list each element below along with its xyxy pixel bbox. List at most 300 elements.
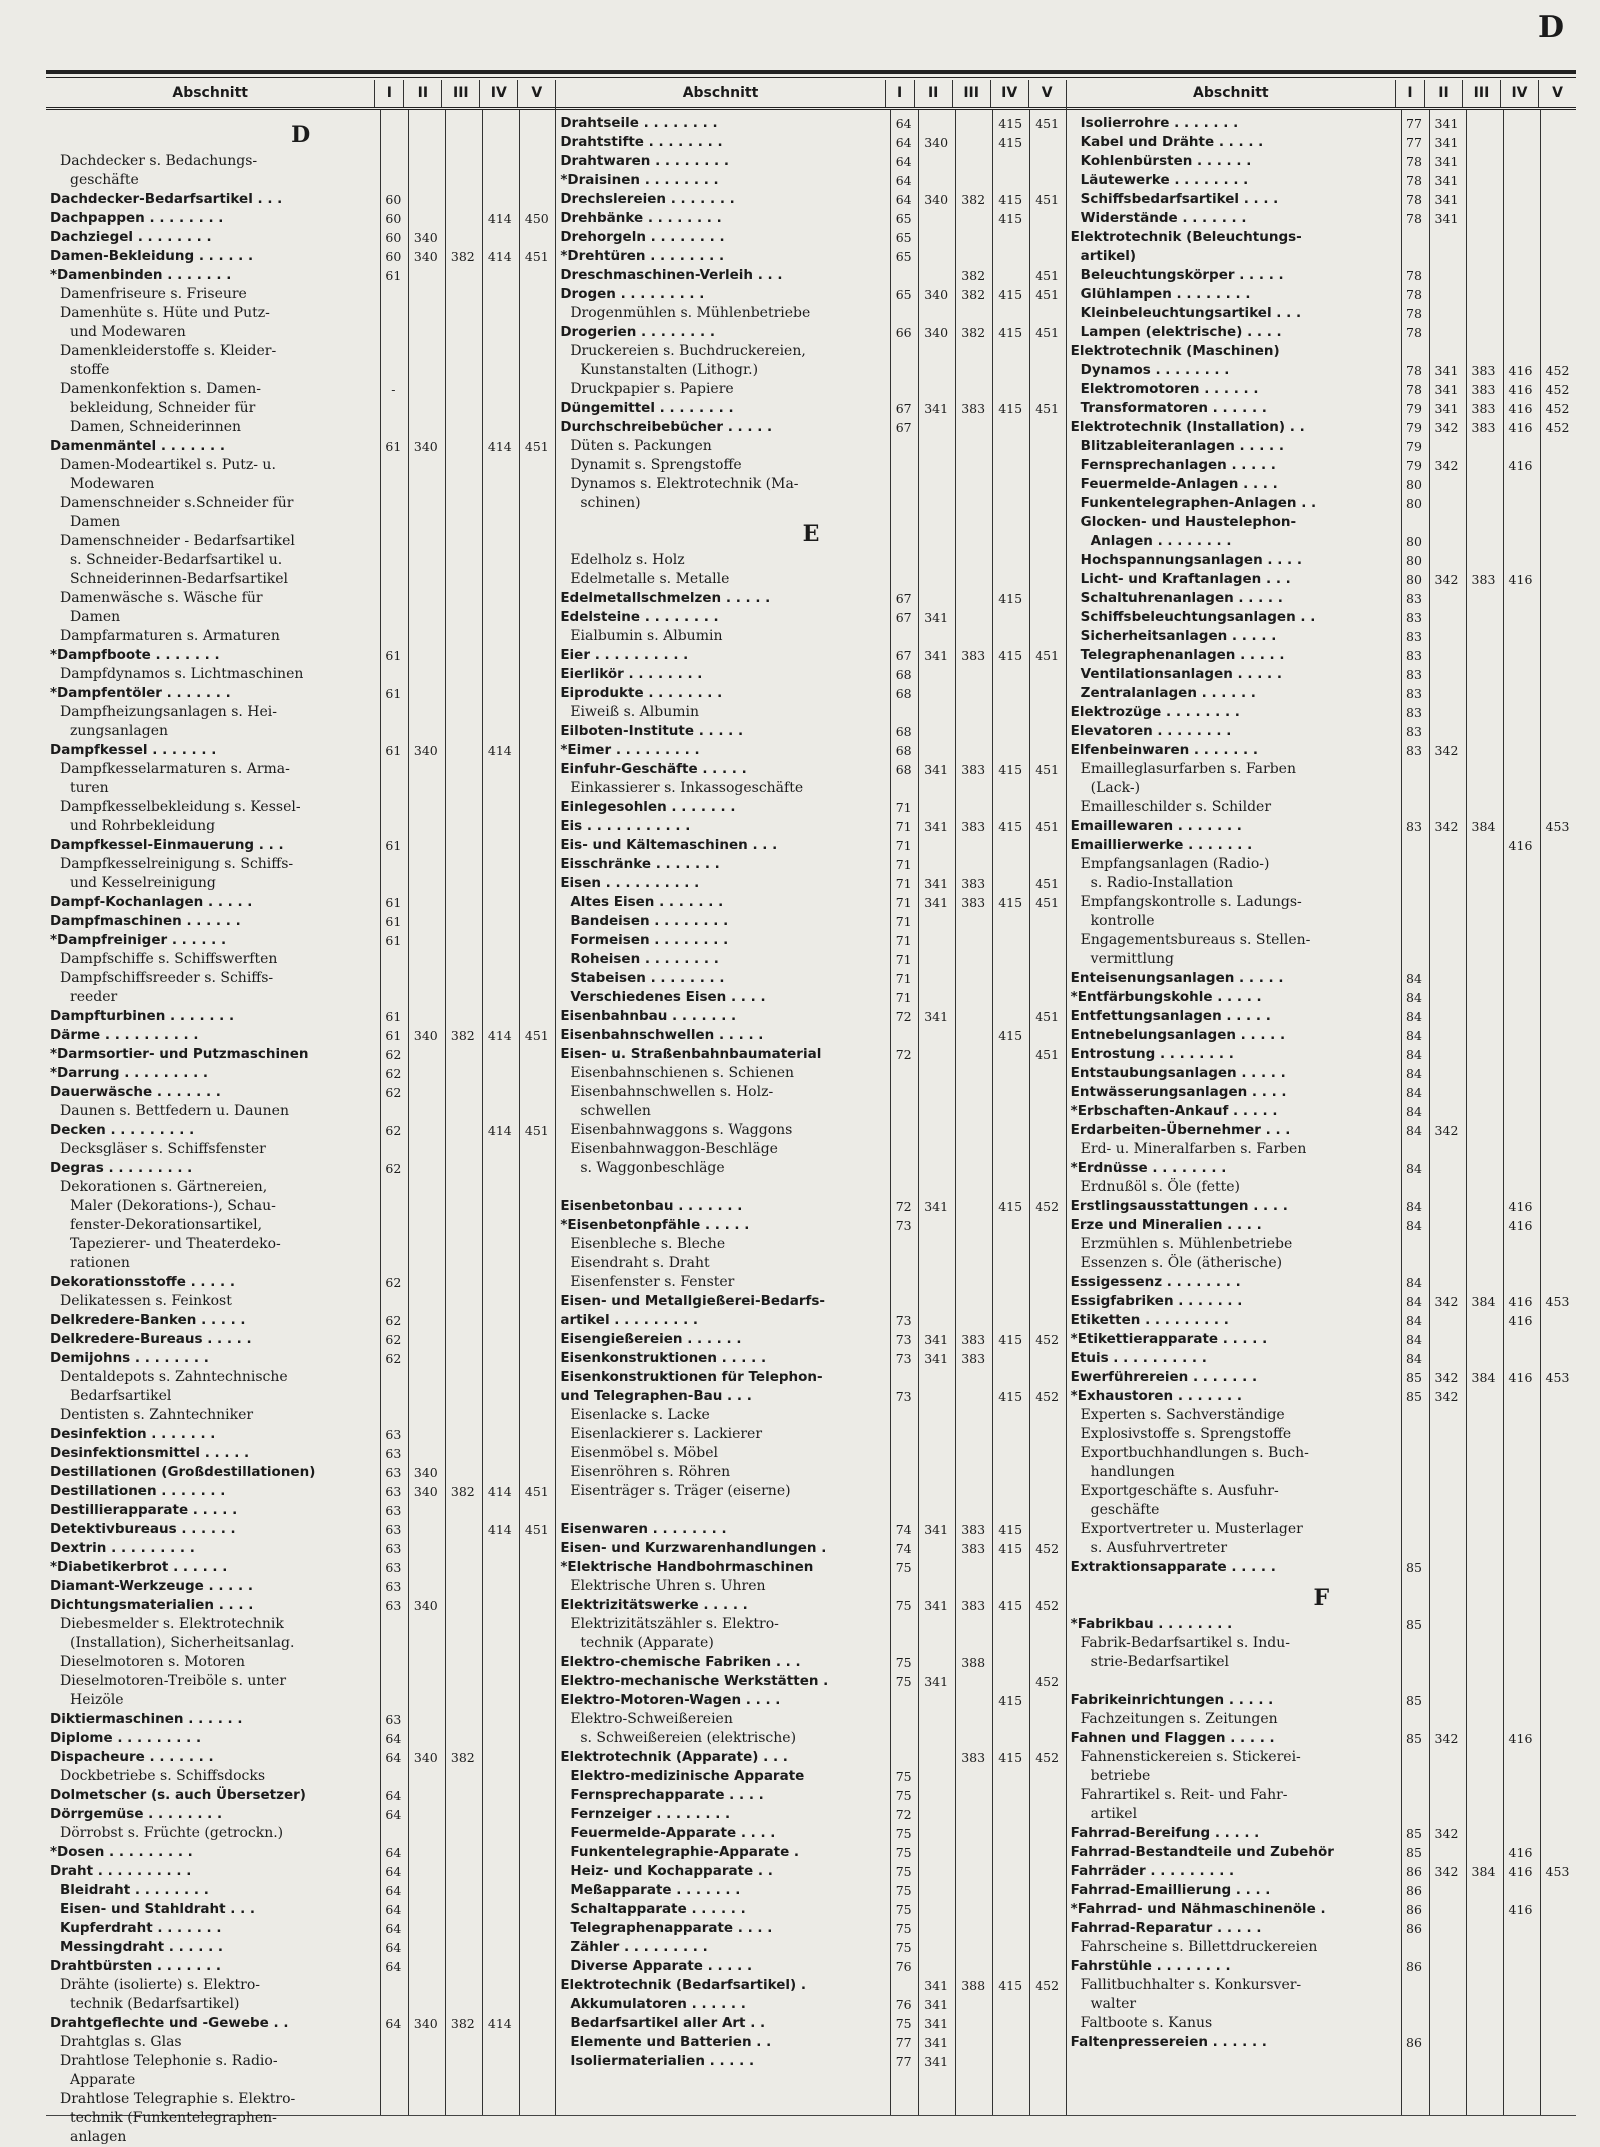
index-column-3 bbox=[1066, 80, 1576, 2115]
index-entry bbox=[1067, 608, 1576, 627]
section-ref-V: 451 bbox=[1035, 287, 1060, 302]
section-ref-II: 341 bbox=[924, 1009, 949, 1024]
index-entry bbox=[556, 1102, 1065, 1121]
entry-label: Dampfarmaturen s. Armaturen bbox=[60, 628, 280, 644]
index-entry bbox=[1067, 1406, 1576, 1425]
section-ref-IV: 416 bbox=[1508, 363, 1533, 378]
entry-label: Edelmetallschmelzen . . . . . bbox=[560, 590, 771, 606]
entry-label: Eisengießereien . . . . . . bbox=[560, 1331, 742, 1347]
index-entry bbox=[1067, 1729, 1576, 1748]
entry-label: Drahtseile . . . . . . . . bbox=[560, 115, 718, 131]
entry-label: Dieselmotoren-Treiböle s. unter bbox=[60, 1673, 287, 1689]
section-ref-II: 340 bbox=[924, 135, 949, 150]
entry-label: Emaillierwerke . . . . . . . bbox=[1070, 837, 1253, 853]
entry-label: Drahtglas s. Glas bbox=[60, 2034, 182, 2050]
entry-label: *Erbschaften-Ankauf . . . . . bbox=[1070, 1103, 1278, 1119]
section-ref-II: 341 bbox=[924, 2035, 949, 2050]
entry-label: Exportgeschäfte s. Ausfuhr- bbox=[1080, 1483, 1279, 1499]
section-ref-I: 86 bbox=[1406, 2035, 1422, 2050]
index-entry bbox=[46, 798, 555, 817]
entry-label: *Damenbinden . . . . . . . bbox=[50, 267, 232, 283]
index-entry bbox=[46, 171, 555, 190]
entry-label: zungsanlagen bbox=[70, 723, 169, 739]
index-entry bbox=[1067, 2033, 1576, 2052]
entry-label: Heizöle bbox=[70, 1692, 124, 1708]
entry-label: *Dampfboote . . . . . . . bbox=[50, 647, 220, 663]
top-rule bbox=[46, 70, 1576, 74]
entry-label: Eisen . . . . . . . . . . bbox=[560, 875, 700, 891]
entry-label: Dampfkesselbekleidung s. Kessel- bbox=[60, 799, 301, 815]
index-entry bbox=[1067, 361, 1576, 380]
index-entry bbox=[556, 1672, 1065, 1691]
entry-label: Eiweiß s. Albumin bbox=[570, 704, 699, 720]
section-ref-I: 71 bbox=[895, 838, 912, 853]
entry-label: Diverse Apparate . . . . . bbox=[570, 1958, 753, 1974]
entry-label: Drahtwaren . . . . . . . . bbox=[560, 153, 729, 169]
entry-label: technik (Bedarfsartikel) bbox=[70, 1996, 240, 2012]
entry-label: Druckpapier s. Papiere bbox=[570, 381, 734, 397]
entry-label: Dentaldepots s. Zahntechnische bbox=[60, 1369, 288, 1385]
section-ref-I: 85 bbox=[1406, 1560, 1422, 1575]
section-ref-IV: 415 bbox=[998, 325, 1023, 340]
index-entry bbox=[556, 1064, 1065, 1083]
index-entry bbox=[556, 1995, 1065, 2014]
section-ref-III: 382 bbox=[450, 249, 475, 264]
section-ref-I: 78 bbox=[1406, 268, 1422, 283]
index-entry bbox=[46, 1425, 555, 1444]
entry-label: Stabeisen . . . . . . . . bbox=[570, 970, 725, 986]
entry-label: Dynamos s. Elektrotechnik (Ma- bbox=[570, 476, 799, 492]
header-col-V: V bbox=[517, 80, 555, 107]
section-ref-III: 384 bbox=[1471, 1370, 1496, 1385]
entry-label: Eisenröhren s. Röhren bbox=[570, 1464, 731, 1480]
index-entry bbox=[556, 1292, 1065, 1311]
index-entry bbox=[1067, 209, 1576, 228]
index-entry bbox=[46, 1178, 555, 1197]
entry-label: *Diabetikerbrot . . . . . . bbox=[50, 1559, 228, 1575]
section-ref-I: 61 bbox=[385, 895, 402, 910]
header-col-I: I bbox=[1395, 80, 1424, 107]
index-entry bbox=[46, 1900, 555, 1919]
section-ref-V: 451 bbox=[1035, 192, 1060, 207]
entry-label: Eisenmöbel s. Möbel bbox=[570, 1445, 718, 1461]
section-ref-III: 382 bbox=[450, 1028, 475, 1043]
section-ref-III: 382 bbox=[450, 2016, 475, 2031]
section-ref-IV: 415 bbox=[998, 895, 1023, 910]
index-entry bbox=[1067, 247, 1576, 266]
index-entry bbox=[556, 1596, 1065, 1615]
section-ref-I: 67 bbox=[895, 591, 912, 606]
index-entry bbox=[1067, 1634, 1576, 1653]
section-ref-I: 67 bbox=[895, 648, 912, 663]
section-ref-II: 341 bbox=[924, 1199, 949, 1214]
index-entry bbox=[46, 646, 555, 665]
entry-label: Dynamit s. Sprengstoffe bbox=[570, 457, 742, 473]
entry-label: Transformatoren . . . . . . bbox=[1080, 400, 1267, 416]
section-ref-III: 383 bbox=[1471, 363, 1496, 378]
index-entry bbox=[1067, 285, 1576, 304]
entry-label: Eisendraht s. Draht bbox=[570, 1255, 710, 1271]
index-entry bbox=[1067, 1292, 1576, 1311]
index-entry bbox=[556, 1976, 1065, 1995]
entry-label: Elektro-mechanische Werkstätten . bbox=[560, 1673, 829, 1689]
index-entry bbox=[1067, 1881, 1576, 1900]
index-entry bbox=[1067, 1558, 1576, 1577]
section-ref-III: 383 bbox=[1471, 572, 1496, 587]
index-entry bbox=[556, 627, 1065, 646]
index-entry bbox=[556, 1900, 1065, 1919]
section-ref-I: 71 bbox=[895, 876, 912, 891]
index-entry bbox=[46, 855, 555, 874]
section-ref-I: 79 bbox=[1406, 439, 1422, 454]
section-ref-IV: 416 bbox=[1508, 1313, 1533, 1328]
entry-label: Kupferdraht . . . . . . . bbox=[60, 1920, 222, 1936]
section-ref-III: 383 bbox=[961, 819, 986, 834]
section-ref-I: 85 bbox=[1406, 1845, 1422, 1860]
section-ref-V: 452 bbox=[1545, 401, 1570, 416]
index-entry bbox=[46, 475, 555, 494]
index-entry bbox=[556, 684, 1065, 703]
index-entry bbox=[556, 1881, 1065, 1900]
section-ref-V: 451 bbox=[1035, 325, 1060, 340]
entry-label: Desinfektionsmittel . . . . . bbox=[50, 1445, 250, 1461]
entry-label: Fahrrad-Bereifung . . . . . bbox=[1070, 1825, 1260, 1841]
section-ref-IV: 415 bbox=[998, 648, 1023, 663]
entry-label: und Rohrbekleidung bbox=[70, 818, 216, 834]
entry-label: Drähte (isolierte) s. Elektro- bbox=[60, 1977, 260, 1993]
section-ref-I: 84 bbox=[1406, 990, 1422, 1005]
section-ref-IV: 415 bbox=[998, 192, 1023, 207]
section-ref-III: 382 bbox=[450, 1484, 475, 1499]
index-column-1 bbox=[46, 80, 555, 2145]
index-entry bbox=[46, 1520, 555, 1539]
index-entry bbox=[46, 437, 555, 456]
entry-label: Eisschränke . . . . . . . bbox=[560, 856, 720, 872]
section-ref-II: 340 bbox=[413, 1465, 438, 1480]
index-entry bbox=[46, 1311, 555, 1330]
header-col-III: III bbox=[1462, 80, 1500, 107]
entry-label: Erzmühlen s. Mühlenbetriebe bbox=[1080, 1236, 1293, 1252]
index-entry bbox=[46, 190, 555, 209]
index-entry bbox=[1067, 1786, 1576, 1805]
index-entry bbox=[1067, 969, 1576, 988]
section-ref-II: 340 bbox=[413, 1028, 438, 1043]
entry-label: Isolierrohre . . . . . . . bbox=[1080, 115, 1239, 131]
index-entry bbox=[556, 1748, 1065, 1767]
section-ref-I: 73 bbox=[895, 1313, 912, 1328]
section-ref-I: 79 bbox=[1406, 401, 1422, 416]
entry-label: Dieselmotoren s. Motoren bbox=[60, 1654, 246, 1670]
index-entry bbox=[46, 361, 555, 380]
entry-label: Entstaubungsanlagen . . . . . bbox=[1070, 1065, 1286, 1081]
entry-label: Etiketten . . . . . . . . . bbox=[1070, 1312, 1229, 1328]
index-entry bbox=[556, 817, 1065, 836]
section-ref-I: 78 bbox=[1406, 173, 1422, 188]
section-ref-V: 451 bbox=[524, 249, 549, 264]
section-ref-I: 63 bbox=[385, 1427, 402, 1442]
section-ref-V: 453 bbox=[1545, 1864, 1570, 1879]
section-ref-I: 78 bbox=[1406, 306, 1422, 321]
section-ref-I: 71 bbox=[895, 933, 912, 948]
section-ref-II: 341 bbox=[924, 895, 949, 910]
index-entry bbox=[1067, 703, 1576, 722]
section-ref-I: 73 bbox=[895, 1389, 912, 1404]
entry-label: Kabel und Drähte . . . . . bbox=[1080, 134, 1264, 150]
entry-label: Elektro-Schweißereien bbox=[570, 1711, 733, 1727]
entry-label: *Fabrikbau . . . . . . . . bbox=[1070, 1616, 1233, 1632]
entry-label: Elektrotechnik (Beleuchtungs- bbox=[1070, 229, 1302, 245]
section-ref-II: 340 bbox=[413, 1598, 438, 1613]
entry-label: Akkumulatoren . . . . . . bbox=[570, 1996, 746, 2012]
section-ref-I: 64 bbox=[385, 1959, 402, 1974]
entry-label: *Eimer . . . . . . . . . bbox=[560, 742, 700, 758]
index-entry bbox=[556, 1254, 1065, 1273]
entry-label: s. Schneider-Bedarfsartikel u. bbox=[70, 552, 283, 568]
index-entry bbox=[46, 266, 555, 285]
section-ref-II: 341 bbox=[924, 401, 949, 416]
entry-label: Faltenpressereien . . . . . . bbox=[1070, 2034, 1267, 2050]
section-ref-I: 64 bbox=[895, 154, 912, 169]
entry-label: Elektrizitätszähler s. Elektro- bbox=[570, 1616, 779, 1632]
index-entry bbox=[46, 342, 555, 361]
section-ref-II: 340 bbox=[413, 1484, 438, 1499]
index-entry bbox=[1067, 1026, 1576, 1045]
entry-label: Anlagen . . . . . . . . bbox=[1090, 533, 1232, 549]
index-entry bbox=[1067, 1121, 1576, 1140]
section-ref-I: 77 bbox=[895, 2035, 912, 2050]
entry-label: Delkredere-Banken . . . . . bbox=[50, 1312, 246, 1328]
index-entry bbox=[556, 1577, 1065, 1596]
entry-label: s. Schweißereien (elektrische) bbox=[580, 1730, 797, 1746]
index-entry bbox=[556, 1786, 1065, 1805]
section-ref-I: 84 bbox=[1406, 1351, 1422, 1366]
entry-label: Eisenfenster s. Fenster bbox=[570, 1274, 735, 1290]
section-ref-I: 62 bbox=[385, 1047, 402, 1062]
entry-label: bekleidung, Schneider für bbox=[70, 400, 256, 416]
entry-label: Schneiderinnen-Bedarfsartikel bbox=[70, 571, 289, 587]
entry-label: Drahtstifte . . . . . . . . bbox=[560, 134, 723, 150]
section-ref-I: 68 bbox=[895, 667, 912, 682]
entry-label: Fahnenstickereien s. Stickerei- bbox=[1080, 1749, 1301, 1765]
entry-label: E bbox=[802, 521, 820, 547]
index-entry bbox=[46, 1843, 555, 1862]
header-abschnitt: Abschnitt bbox=[682, 85, 759, 101]
section-ref-IV: 415 bbox=[998, 1978, 1023, 1993]
section-ref-I: 86 bbox=[1406, 1864, 1422, 1879]
index-entry bbox=[46, 1387, 555, 1406]
entry-label: Eisenbahnschwellen s. Holz- bbox=[570, 1084, 774, 1100]
section-ref-I: 75 bbox=[895, 1655, 912, 1670]
index-entry bbox=[556, 1539, 1065, 1558]
index-entry bbox=[1067, 1900, 1576, 1919]
entry-label: walter bbox=[1090, 1996, 1137, 2012]
section-ref-V: 452 bbox=[1035, 1541, 1060, 1556]
entry-label: artikel) bbox=[1080, 248, 1137, 264]
header-col-V: V bbox=[1538, 80, 1576, 107]
index-entry bbox=[1067, 532, 1576, 551]
index-entry bbox=[556, 437, 1065, 456]
section-ref-I: 61 bbox=[385, 1009, 402, 1024]
entry-label: Destillationen (Großdestillationen) bbox=[50, 1464, 316, 1480]
section-ref-I: 61 bbox=[385, 268, 402, 283]
entry-label: Drechslereien . . . . . . . bbox=[560, 191, 735, 207]
section-ref-I: 66 bbox=[895, 325, 912, 340]
section-ref-I: 78 bbox=[1406, 363, 1422, 378]
index-entry bbox=[556, 1729, 1065, 1748]
index-entry bbox=[1067, 475, 1576, 494]
index-entry bbox=[1067, 190, 1576, 209]
header-col-IV: IV bbox=[990, 80, 1028, 107]
index-entry bbox=[1067, 133, 1576, 152]
section-ref-V: 452 bbox=[1035, 1598, 1060, 1613]
section-ref-V: 451 bbox=[524, 1484, 549, 1499]
entry-label: und Kesselreinigung bbox=[70, 875, 216, 891]
section-ref-I: 83 bbox=[1406, 667, 1422, 682]
index-entry bbox=[46, 532, 555, 551]
index-entry bbox=[46, 1235, 555, 1254]
index-entry bbox=[556, 1615, 1065, 1634]
section-ref-III: 384 bbox=[1471, 1294, 1496, 1309]
index-entry bbox=[556, 1425, 1065, 1444]
section-ref-I: 67 bbox=[895, 401, 912, 416]
section-ref-I: 61 bbox=[385, 933, 402, 948]
section-ref-I: 71 bbox=[895, 857, 912, 872]
entry-label: Kleinbeleuchtungsartikel . . . bbox=[1080, 305, 1302, 321]
section-ref-V: 452 bbox=[1035, 1332, 1060, 1347]
index-entry bbox=[556, 1140, 1065, 1159]
entry-label: Messingdraht . . . . . . bbox=[60, 1939, 224, 1955]
index-entry bbox=[1067, 1254, 1576, 1273]
index-entry bbox=[46, 1672, 555, 1691]
section-ref-IV: 416 bbox=[1508, 401, 1533, 416]
index-entry bbox=[556, 1957, 1065, 1976]
index-entry bbox=[46, 988, 555, 1007]
index-entry bbox=[46, 2014, 555, 2033]
entry-label: *Drehtüren . . . . . . . . bbox=[560, 248, 725, 264]
index-entry bbox=[46, 304, 555, 323]
section-ref-I: 84 bbox=[1406, 1332, 1422, 1347]
entry-label: Enteisenungsanlagen . . . . . bbox=[1070, 970, 1284, 986]
entry-label: Exportbuchhandlungen s. Buch- bbox=[1080, 1445, 1309, 1461]
index-entry bbox=[556, 361, 1065, 380]
index-entry bbox=[556, 874, 1065, 893]
entry-label: Zähler . . . . . . . . . bbox=[570, 1939, 708, 1955]
section-ref-II: 341 bbox=[1434, 363, 1459, 378]
index-entry bbox=[46, 1862, 555, 1881]
entry-label: Engagementsbureaus s. Stellen- bbox=[1080, 932, 1311, 948]
index-entry bbox=[1067, 494, 1576, 513]
index-entry bbox=[556, 2033, 1065, 2052]
section-ref-IV: 416 bbox=[1508, 1370, 1533, 1385]
entry-label: Eisenbahnschienen s. Schienen bbox=[570, 1065, 795, 1081]
entry-label: Elektrizitätswerke . . . . . bbox=[560, 1597, 748, 1613]
entry-label: Dolmetscher (s. auch Übersetzer) bbox=[50, 1787, 306, 1803]
entry-label: Schiffsbedarfsartikel . . . . bbox=[1080, 191, 1279, 207]
section-ref-II: 340 bbox=[924, 325, 949, 340]
section-ref-III: 382 bbox=[450, 1750, 475, 1765]
index-entry bbox=[46, 1596, 555, 1615]
section-ref-I: 61 bbox=[385, 686, 402, 701]
entry-label: Sicherheitsanlagen . . . . . bbox=[1080, 628, 1277, 644]
header-abschnitt: Abschnitt bbox=[1193, 85, 1269, 101]
entry-label: Bleidraht . . . . . . . . bbox=[60, 1882, 209, 1898]
index-entry bbox=[46, 551, 555, 570]
index-entry bbox=[46, 1007, 555, 1026]
entry-label: Dynamos . . . . . . . . bbox=[1080, 362, 1230, 378]
entry-label: Dörrgemüse . . . . . . . . bbox=[50, 1806, 223, 1822]
section-ref-IV: 415 bbox=[998, 116, 1023, 131]
entry-label: Extraktionsapparate . . . . . bbox=[1070, 1559, 1276, 1575]
section-ref-IV: 415 bbox=[998, 287, 1023, 302]
header-col-II: II bbox=[914, 80, 952, 107]
index-entry bbox=[1067, 1007, 1576, 1026]
section-letter bbox=[556, 513, 1065, 551]
section-ref-I: 64 bbox=[385, 1845, 402, 1860]
section-ref-IV: 416 bbox=[1508, 1864, 1533, 1879]
index-entry bbox=[46, 1026, 555, 1045]
section-ref-IV: 416 bbox=[1508, 1845, 1533, 1860]
section-ref-II: 341 bbox=[924, 819, 949, 834]
section-ref-I: 78 bbox=[1406, 325, 1422, 340]
section-ref-V: 451 bbox=[1035, 876, 1060, 891]
section-ref-III: 388 bbox=[961, 1978, 986, 1993]
entry-label: s. Radio-Installation bbox=[1090, 875, 1234, 891]
index-entry bbox=[46, 570, 555, 589]
section-ref-II: 341 bbox=[1434, 192, 1459, 207]
section-ref-V: 451 bbox=[1035, 1047, 1060, 1062]
index-entry bbox=[1067, 1349, 1576, 1368]
index-entry bbox=[1067, 722, 1576, 741]
index-entry bbox=[1067, 1083, 1576, 1102]
index-entry bbox=[1067, 1273, 1576, 1292]
index-entry bbox=[1067, 779, 1576, 798]
section-ref-I: 61 bbox=[385, 1028, 402, 1043]
section-ref-I: 68 bbox=[895, 724, 912, 739]
section-ref-V: 451 bbox=[1035, 116, 1060, 131]
section-ref-I: 61 bbox=[385, 439, 402, 454]
index-entry bbox=[556, 342, 1065, 361]
index-entry bbox=[556, 722, 1065, 741]
column-header bbox=[46, 80, 555, 110]
entry-label: Dextrin . . . . . . . . . bbox=[50, 1540, 195, 1556]
entry-label: Empfangskontrolle s. Ladungs- bbox=[1080, 894, 1302, 910]
index-entry bbox=[556, 950, 1065, 969]
index-entry bbox=[46, 1767, 555, 1786]
section-ref-I: 75 bbox=[895, 1598, 912, 1613]
entry-label: Draht . . . . . . . . . . bbox=[50, 1863, 192, 1879]
section-ref-I: 84 bbox=[1406, 1009, 1422, 1024]
index-entry bbox=[556, 1349, 1065, 1368]
index-entry bbox=[46, 969, 555, 988]
index-entry bbox=[556, 1710, 1065, 1729]
index-entry bbox=[46, 323, 555, 342]
entry-label: Fahrrad-Emaillierung . . . . bbox=[1070, 1882, 1271, 1898]
index-entry bbox=[556, 1330, 1065, 1349]
index-entry bbox=[1067, 893, 1576, 912]
section-ref-I: 63 bbox=[385, 1579, 402, 1594]
section-ref-II: 340 bbox=[924, 192, 949, 207]
header-col-I: I bbox=[885, 80, 914, 107]
entry-label: Diebesmelder s. Elektrotechnik bbox=[60, 1616, 284, 1632]
header-col-III: III bbox=[952, 80, 990, 107]
entry-label: Apparate bbox=[70, 2072, 136, 2088]
entry-label: Eisenlackierer s. Lackierer bbox=[570, 1426, 763, 1442]
section-ref-IV: 416 bbox=[1508, 1731, 1533, 1746]
entry-label: *Entfärbungskohle . . . . . bbox=[1070, 989, 1262, 1005]
section-ref-I: 80 bbox=[1406, 477, 1422, 492]
section-ref-I: 75 bbox=[895, 1769, 912, 1784]
header-col-II: II bbox=[1424, 80, 1462, 107]
